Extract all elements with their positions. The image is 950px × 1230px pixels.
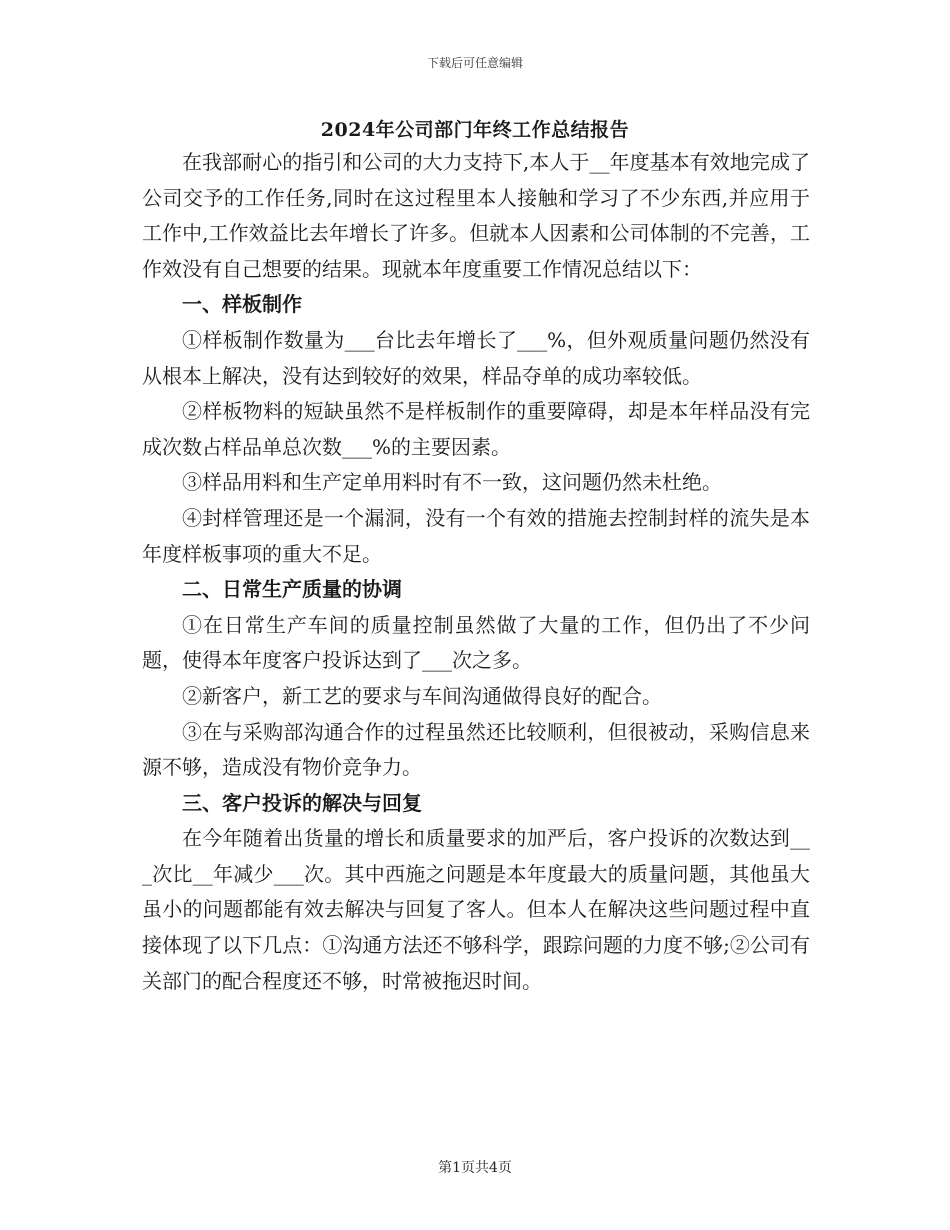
page-number-footer: 第1页共4页: [438, 1160, 512, 1176]
section-2-item-3: ③在与采购部沟通合作的过程虽然还比较顺利，但很被动，采购信息来源不够，造成没有物价竞争力。: [142, 719, 810, 780]
section-3-heading: 三、客户投诉的解决与回复: [182, 790, 422, 815]
section-2-item-2: ②新客户，新工艺的要求与车间沟通做得良好的配合。: [182, 683, 662, 708]
section-2-heading: 二、日常生产质量的协调: [182, 577, 402, 602]
section-2-item-1: ①在日常生产车间的质量控制虽然做了大量的工作，但仍出了不少问题，使得本年度客户投诉达到了___次之多。: [142, 612, 810, 673]
section-1-item-1: ①样板制作数量为___台比去年增长了___%，但外观质量问题仍然没有从根本上解决，没有达到较好的效果，样品夺单的成功率较低。: [142, 327, 810, 388]
document-title: 2024年公司部门年终工作总结报告: [320, 119, 630, 141]
intro-paragraph: 在我部耐心的指引和公司的大力支持下,本人于__年度基本有效地完成了公司交予的工作任务,同时在这过程里本人接触和学习了不少东西,并应用于工作中,工作效益比去年增长了许多。但就本人因素和公司体制的不完善，工作效没有自己想要的结果。现就本年度重要工作情况总结以下：: [142, 150, 810, 281]
section-3-body: 在今年随着出货量的增长和质量要求的加严后，客户投诉的次数达到___次比__年减少___次。其中西施之问题是本年度最大的质量问题，其他虽大虽小的问题都能有效去解决与回复了客人。但本人在解决这些问题过程中直接体现了以下几点：①沟通方法还不够科学，跟踪问题的力度不够;②公司有关部门的配合程度还不够，时常被拖迟时间。: [142, 826, 810, 993]
section-1-item-4: ④封样管理还是一个漏洞，没有一个有效的措施去控制封样的流失是本年度样板事项的重大不足。: [142, 505, 810, 566]
section-1-item-3: ③样品用料和生产定单用料时有不一致，这问题仍然未杜绝。: [182, 470, 722, 495]
section-1-heading: 一、样板制作: [182, 292, 302, 317]
document-body: [142, 145, 810, 999]
header-note: 下载后可任意编辑: [426, 56, 523, 70]
section-1-item-2: ②样板物料的短缺虽然不是样板制作的重要障碍，却是本年样品没有完成次数占样品单总次数___%的主要因素。: [142, 399, 810, 459]
